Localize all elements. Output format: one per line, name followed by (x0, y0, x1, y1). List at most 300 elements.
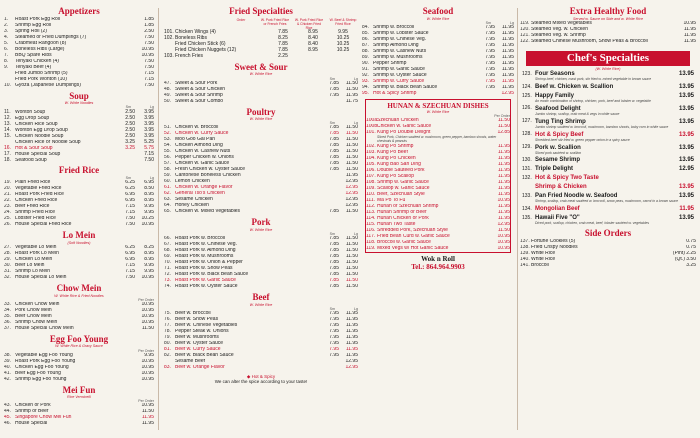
chef-item[interactable] (522, 145, 694, 156)
item-price: 7.85 (329, 242, 339, 248)
item-price: 11.95 (497, 179, 510, 185)
column-header-label: Sm (329, 232, 335, 237)
item-price-large: 11.50 (345, 278, 358, 284)
item-number: 26. (4, 222, 11, 228)
item-price: 10.95 (497, 233, 510, 239)
item-name-spicy: Shredded Pork, Szechuan Style (377, 227, 448, 233)
item-name: Shrimp w. Mushrooms (373, 54, 423, 60)
item-name-spicy: Scallop w. Garlic Sauce (377, 185, 430, 191)
chef-item[interactable] (522, 215, 694, 226)
item-number: 4. (4, 34, 9, 40)
item-price: 11.95 (497, 167, 510, 173)
item-number: 7. (4, 52, 9, 58)
section-subtitle: W. White Rice (249, 302, 273, 307)
item-price-large: 11.95 (345, 323, 358, 329)
item-price-large: 3.95 (144, 127, 154, 133)
item-price: 7.95 (329, 317, 339, 323)
item-price-large: 3.95 (144, 109, 154, 115)
item-number: 72. (164, 272, 171, 278)
item-name-spicy: Broccoli w. Garlic Sauce (377, 239, 431, 245)
item-number: 37. (4, 325, 11, 331)
item-number: 139. (520, 250, 530, 256)
item-number: 114. (366, 215, 376, 221)
item-price: 13.95 (678, 193, 694, 200)
chef-item[interactable] (522, 132, 694, 143)
item-price: 9.95 (144, 352, 154, 358)
item-name: Shrimp or Beef (15, 409, 49, 415)
column-header-label: Lg (510, 20, 514, 25)
item-number: 94. (362, 84, 369, 90)
item-number: 103. (164, 52, 174, 59)
item-number: 86. (362, 36, 369, 42)
item-price: 7.85 (329, 86, 339, 92)
menu-item[interactable] (4, 222, 154, 228)
item-price: 7.95 (329, 329, 339, 335)
menu-item[interactable] (362, 91, 514, 97)
item-price-large: 11.95 (501, 30, 514, 36)
menu-item[interactable] (164, 99, 358, 105)
section-subtitle: W. White Noodles (64, 101, 94, 106)
column-center-right (362, 4, 514, 434)
item-name: Fortune Cookies (5) (531, 238, 576, 244)
menu-item[interactable] (164, 365, 358, 371)
item-number: 62. (164, 191, 171, 197)
item-price: 11.95 (497, 203, 510, 209)
item-description: Jumbo shrimp sautéed w. broccoli, mushroom, bamboo shoots, baby corn in white sauce (535, 124, 669, 129)
item-price: 8.40 (308, 40, 318, 47)
item-price-large: 8.95 (144, 250, 154, 256)
section-title: Chow Mein (56, 282, 102, 293)
column-header-label: Lg (354, 232, 358, 237)
item-price-large: 12.95 (345, 203, 358, 209)
column-header-label: W. Beef & Shrimp Fried Rice (329, 17, 357, 26)
item-number: 61. (164, 185, 171, 191)
item-number: 125. (522, 92, 532, 99)
item-name: Fried Jumbo Shrimp (5) (15, 70, 68, 76)
item-price-large: 11.50 (345, 254, 358, 260)
item-price: 7.95 (485, 78, 495, 84)
column-header-label: Per Order (138, 348, 154, 353)
item-number: 67. (164, 242, 171, 248)
item-description: Shrimp beef, chicken, roast pork, stir fried w. mixed vegetable in brown sauce (535, 77, 652, 82)
item-price: 3.25 (686, 262, 696, 268)
item-price-large: 12.95 (345, 185, 358, 191)
menu-item[interactable] (4, 377, 154, 383)
column-header-label: Lg (354, 307, 358, 312)
column-header-label: Sm (329, 121, 335, 126)
item-name: Roast Pork w. Broccoli (175, 236, 226, 242)
item-number: 115. (366, 221, 376, 227)
item-number: 140. (520, 256, 530, 262)
item-name: Chicken Rice Soup (15, 121, 58, 127)
menu-item[interactable] (164, 284, 358, 290)
item-number: 141. (520, 262, 530, 268)
item-name: Roast Pork w. Black Bean Sauce (175, 272, 249, 278)
chef-item[interactable] (522, 166, 694, 173)
item-price: 11.95 (497, 173, 510, 179)
item-price: 7.50 (144, 82, 154, 88)
item-name: Teriyaki Chicken (4) (15, 58, 59, 64)
section-subtitle: W. White Rice & Gravy Sauce (55, 344, 103, 349)
menu-item[interactable] (4, 83, 154, 89)
column-header-label: Lg (150, 176, 154, 181)
item-price: 8.95 (308, 28, 318, 35)
item-name: Seafood Soup (15, 157, 47, 163)
item-number: 25. (4, 216, 11, 222)
item-number: 64. (164, 203, 171, 209)
item-price: 7.95 (329, 341, 339, 347)
item-price: 7.85 (329, 125, 339, 131)
item-name-spicy: Kung Po Double Delight (377, 130, 431, 136)
item-price: 7.85 (329, 209, 339, 215)
item-price: 7.95 (485, 84, 495, 90)
item-price: 7.15 (125, 262, 135, 268)
item-price-large: 8.50 (144, 186, 154, 192)
item-name: Beef Lo Mein (15, 262, 45, 268)
item-price: 7.85 (329, 161, 339, 167)
item-name: Beef w. Snow Peas (175, 317, 219, 323)
item-price: 7.15 (125, 210, 135, 216)
item-price-large: 12.95 (501, 90, 514, 96)
item-name-spicy: Szechuan Chicken (377, 118, 419, 124)
chef-item-line (522, 206, 694, 213)
item-number: 109. (366, 185, 376, 191)
item-price: 7.85 (329, 131, 339, 137)
menu-item[interactable] (366, 246, 510, 252)
item-price: 3.25 (125, 139, 135, 145)
item-price: 7.95 (485, 36, 495, 42)
item-name: Pan Fried Noodle w. Seafood (535, 193, 618, 200)
item-number: 38. (4, 352, 11, 358)
item-price: 7.50 (144, 58, 154, 64)
menu-item[interactable] (4, 157, 154, 163)
item-price: 7.85 (278, 28, 288, 35)
item-number: 29. (4, 256, 11, 262)
item-name: Roast Pork w. Chinese Veg. (175, 242, 237, 248)
restaurant-name: Wok n Roll (421, 254, 455, 263)
item-price: 7.85 (329, 272, 339, 278)
item-price: 12.95 (497, 221, 510, 227)
item-price-large: 12.95 (345, 191, 358, 197)
menu-item[interactable] (164, 209, 358, 215)
item-number: 51. (164, 125, 171, 131)
section-title: Appetizers (58, 6, 100, 16)
item-price: 7.85 (329, 155, 339, 161)
item-name: French Fries (175, 52, 204, 59)
item-price: 12.85 (497, 130, 510, 136)
item-price: 7.95 (485, 54, 495, 60)
item-price-large: 7.50 (144, 157, 154, 163)
item-price-large: 11.50 (345, 236, 358, 242)
item-price: 7.95 (485, 60, 495, 66)
item-number: 1. (4, 16, 9, 22)
section-title: Lo Mein (62, 230, 96, 241)
item-name-spicy: Double Sauteed Pork (377, 167, 425, 173)
item-price: 13.95 (678, 144, 694, 151)
item-name: Chicken w. Broccoli (175, 125, 219, 131)
item-name: Tung Ting Shrimp (535, 118, 586, 125)
item-price-large: 11.95 (345, 92, 358, 98)
item-price: 7.95 (329, 353, 339, 359)
item-name: Fried Pork Wonton (10) (15, 76, 67, 82)
item-name-spicy: Chicken w. Curry Sauce (175, 131, 229, 137)
item-description: Sliced pork sautéed w. scallion (535, 150, 582, 155)
item-name-spicy: Roast Pork w. Garlic Sauce (175, 278, 236, 284)
item-number: 50. (164, 98, 171, 104)
item-name: Plain Fried Rice (15, 180, 51, 186)
item-name-spicy: Beef w. Orange Flavor (175, 365, 225, 371)
item-price-large: 8.25 (144, 244, 154, 250)
item-price-large: 11.95 (501, 42, 514, 48)
item-price-large: 10.95 (141, 222, 154, 228)
item-price: 6.95 (125, 192, 135, 198)
item-number: 30. (4, 262, 11, 268)
item-price: 8.40 (308, 34, 318, 41)
item-name: Steamed Veg. w. Chicken (531, 26, 588, 32)
item-name: Moo Goo Gai Pan (175, 137, 216, 143)
item-number: 65. (164, 209, 171, 215)
section-title: Mei Fun (62, 384, 96, 395)
hunan-szechuan-box (365, 99, 511, 253)
item-number: 120. (520, 26, 530, 32)
item-price: (Qt.) 3.50 (674, 256, 696, 262)
item-name: Shrimp Egg Roll (15, 22, 52, 28)
item-number: 44. (4, 409, 11, 415)
item-name-spicy: Hunan Shrimp or Beef (377, 209, 427, 215)
item-name: Roast Pork w. Snow Peas (175, 266, 233, 272)
chef-item[interactable] (522, 93, 694, 104)
item-name: Roast Pork w. Oyster Sauce (175, 284, 238, 290)
item-price-large: 11.95 (501, 84, 514, 90)
item-number: 59. (164, 173, 171, 179)
chef-item[interactable] (522, 206, 694, 213)
item-price: 11.95 (683, 38, 696, 44)
item-price: 6.95 (125, 250, 135, 256)
item-name: Vegetable Egg Foo Young (15, 352, 73, 358)
item-description: Shredded beef stir fried w. green pepper onion in a spicy sauce (535, 137, 630, 142)
item-number: 49. (164, 92, 171, 98)
item-price-large: 3.95 (144, 133, 154, 139)
item-price: 1.85 (144, 22, 154, 28)
item-number: 34. (4, 307, 11, 313)
item-name: Sesame Chicken (175, 197, 213, 203)
item-name: Beef w. Black Bean Sauce (175, 353, 234, 359)
item-number: 60. (164, 179, 171, 185)
item-number: 52. (164, 131, 171, 137)
item-price: 10.95 (141, 313, 154, 319)
item-number: 119. (366, 245, 376, 251)
item-price: 7.95 (329, 323, 339, 329)
item-number: 40. (4, 364, 11, 370)
item-name: Fried Crispy Noodles (531, 244, 578, 250)
item-price-large: 8.95 (144, 192, 154, 198)
item-name: Shrimp w. Broccoli (373, 24, 415, 30)
item-name: Cantonese Boneless Chicken (175, 173, 241, 179)
item-description: Diced pork, scallop, chicken, crab meat, beef, lobster sautéed w. vegetables (535, 221, 650, 226)
item-number: 33. (4, 301, 11, 307)
section-title: Seafood (422, 6, 454, 16)
item-price-large: 11.50 (345, 80, 358, 86)
item-price: 13.95 (678, 92, 694, 99)
item-price-large: 5.25 (144, 139, 154, 145)
item-number: 21. (4, 192, 11, 198)
column-header (164, 18, 358, 30)
item-name: Chicken Fried Rice (15, 198, 58, 204)
item-price: 7.95 (485, 48, 495, 54)
item-number: 24. (4, 210, 11, 216)
section-subtitle: W. White Rice (426, 16, 450, 21)
item-name: Chicken Lo Mein (15, 256, 53, 262)
item-price: 7.95 (329, 335, 339, 341)
item-name: Sesame Beef (175, 359, 206, 365)
item-name: Chicken or Pork (15, 403, 51, 409)
item-price: 6.95 (125, 256, 135, 262)
item-price: 10.95 (497, 239, 510, 245)
item-number: 116. (366, 227, 376, 233)
chef-item[interactable] (522, 106, 694, 117)
item-name: Chicken w. Garlic Sauce (175, 161, 230, 167)
item-price: 10.95 (683, 20, 696, 26)
item-name: Chicken Noodle Soup (15, 133, 64, 139)
chef-item[interactable] (522, 84, 694, 91)
item-number: 90. (362, 60, 369, 66)
item-number: 56. (164, 155, 171, 161)
phone-number[interactable]: Tel.: 864.964.9903 (411, 262, 465, 271)
item-price: 10.95 (141, 319, 154, 325)
item-price: 7.50 (125, 222, 135, 228)
chef-item[interactable] (522, 184, 694, 191)
item-price-large: 6.95 (144, 180, 154, 186)
item-number: 87. (362, 42, 369, 48)
chef-item[interactable] (522, 119, 694, 130)
item-name: Beef w. Chinese Vegetables (175, 323, 238, 329)
item-number: 73. (164, 278, 171, 284)
chef-item[interactable] (522, 157, 694, 164)
item-description: Sliced Pork, Chicken sautéed w. mushroom, green pepper, bamboo shoots, water chestnuts & peanuts (377, 135, 497, 143)
chef-item[interactable] (522, 71, 694, 82)
item-price-large: 11.95 (501, 78, 514, 84)
item-name: Beef Egg Foo Young (15, 370, 61, 376)
item-price: 10.25 (336, 40, 350, 47)
item-price: 13.95 (678, 215, 694, 222)
item-number: 15. (4, 133, 11, 139)
item-name: Fresh Chicken w. Oyster Sauce (175, 167, 246, 173)
item-price-large: 11.95 (501, 24, 514, 30)
item-price: 13.95 (678, 83, 694, 90)
item-number: 31. (4, 268, 11, 274)
item-price-large: 7.15 (144, 151, 154, 157)
item-price-large: 11.95 (345, 353, 358, 359)
item-price: 1.85 (144, 16, 154, 22)
item-number: 16. (4, 145, 11, 151)
item-price: 7.85 (329, 167, 339, 173)
item-price-large: 11.95 (345, 311, 358, 317)
item-price-large: 11.95 (501, 54, 514, 60)
item-price: 10.95 (141, 403, 154, 409)
item-price: 7.95 (329, 92, 339, 98)
item-name: Chicken Almond Ding (175, 143, 223, 149)
chef-item[interactable] (522, 193, 694, 204)
item-price: 13.95 (678, 118, 694, 125)
section-title: Extra Healthy Food (569, 6, 647, 16)
item-price: 7.50 (144, 34, 154, 40)
item-number: 48. (164, 86, 171, 92)
menu-item[interactable] (520, 263, 696, 269)
item-price: 11.50 (141, 325, 154, 331)
item-price: 7.95 (485, 30, 495, 36)
item-price-large: 10.25 (141, 216, 154, 222)
item-price: 10.25 (336, 34, 350, 41)
item-name: Sweet & Sour Combo (175, 98, 224, 104)
menu-item[interactable] (4, 326, 154, 332)
item-price: 13.95 (678, 157, 694, 164)
menu-item[interactable] (520, 39, 696, 45)
item-price: 7.95 (485, 72, 495, 78)
item-price-large: 11.95 (501, 48, 514, 54)
item-name: Lemon Chicken (175, 179, 210, 185)
item-name: Hot & Spicy Two Taste (535, 175, 599, 182)
column-header-label: Lg (150, 105, 154, 110)
section-title: Soup (69, 90, 89, 101)
item-number: 84. (362, 24, 369, 30)
item-number: 70. (164, 260, 171, 266)
item-name: Shrimp w. Cashew Nuts (373, 48, 427, 54)
item-number: 22. (4, 198, 11, 204)
item-price: 11.50 (141, 409, 154, 415)
item-number: 126. (522, 105, 532, 112)
item-price-large: 9.95 (144, 204, 154, 210)
menu-item[interactable] (4, 275, 154, 281)
section-title: Sweet & Sour (234, 61, 288, 72)
item-price-large: 11.95 (345, 341, 358, 347)
column-header-label: Per Order (494, 114, 510, 119)
item-price: 11.50 (497, 124, 510, 130)
item-price: 12.95 (678, 166, 694, 173)
item-name: Roast Pork Egg Roll (15, 16, 61, 22)
column-header-label: Sm (329, 307, 335, 312)
menu-item[interactable] (4, 421, 154, 427)
section-title: Fried Specialties (229, 6, 293, 16)
item-price: 7.85 (329, 254, 339, 260)
item-name: Four Seasons (535, 71, 575, 78)
chef-item[interactable] (522, 175, 694, 182)
item-number: 113. (366, 209, 376, 215)
item-price: 6.25 (125, 244, 135, 250)
menu-item[interactable] (164, 54, 358, 60)
column-header-label: Lg (354, 121, 358, 126)
item-name: Pork w. Scallion (535, 144, 581, 151)
item-number: 82. (164, 353, 171, 359)
section-subtitle: (W. White Rice) (595, 66, 621, 71)
item-price: 7.85 (329, 149, 339, 155)
item-price: 7.85 (329, 248, 339, 254)
item-name: Roast Pork Fried Rice (15, 192, 64, 198)
item-name-spicy: Fried Bean Curd w. Garlic Sauce (377, 233, 450, 239)
item-name: Chicken Chow Mein (15, 301, 60, 307)
item-name: Boneless Ribs (175, 34, 207, 41)
item-price: 7.85 (278, 46, 288, 53)
item-name: Steamed Mixed Vegetables (531, 20, 592, 26)
item-name-spicy: Chicken w. Garlic Sauce (377, 124, 432, 130)
item-number: 91. (362, 66, 369, 72)
item-name: Egg Drop Soup (15, 115, 50, 121)
item-name: Sweet & Sour Chicken (175, 86, 226, 92)
item-price-large: 5.75 (144, 145, 154, 151)
item-price: 7.95 (485, 66, 495, 72)
column-header-label: Sm (125, 176, 131, 181)
section-subtitle: W. White Rice (426, 110, 450, 115)
item-price: 10.95 (141, 52, 154, 58)
